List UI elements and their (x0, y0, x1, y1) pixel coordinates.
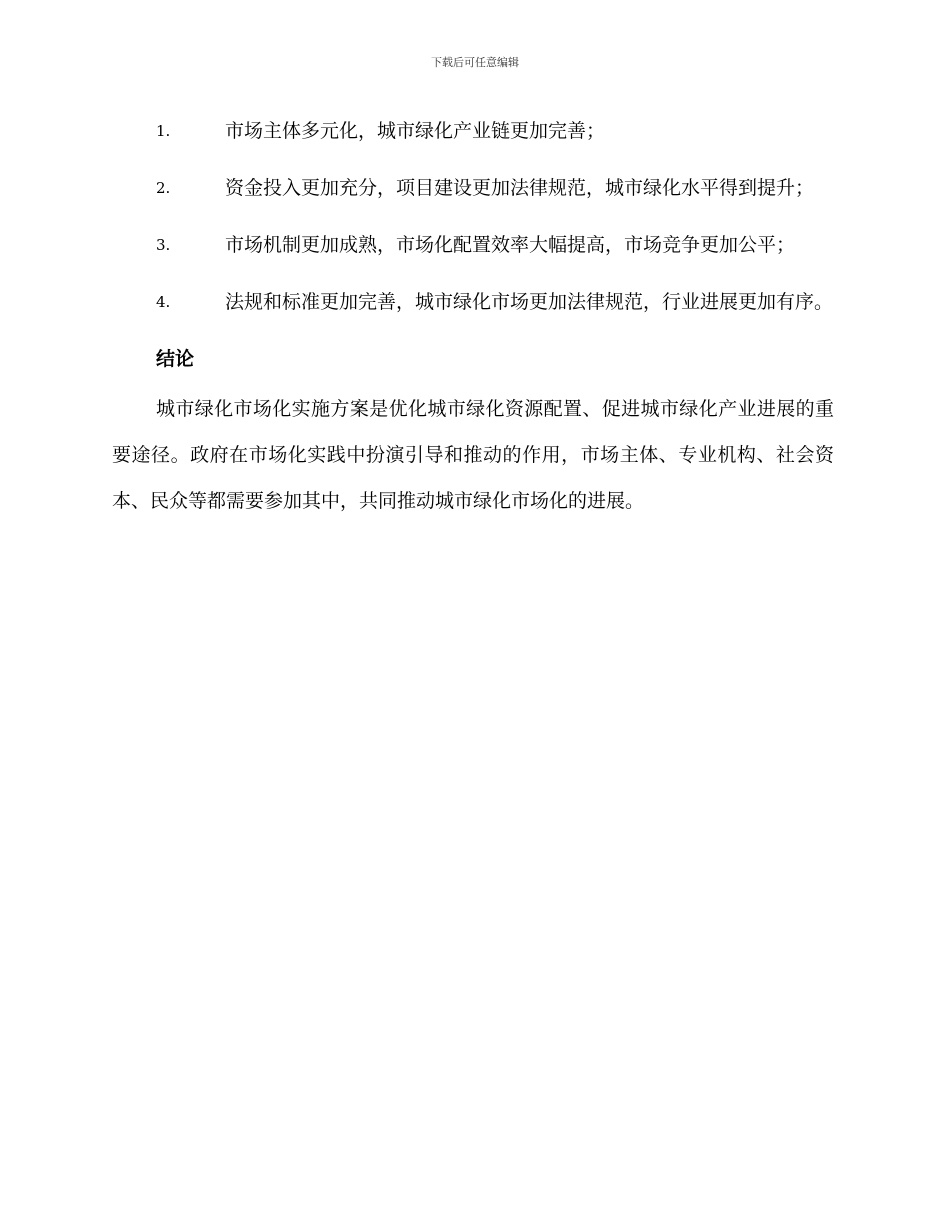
list-item (112, 222, 834, 268)
list-item-number: 1. (156, 122, 171, 140)
conclusion-paragraph: 城市绿化市场化实施方案是优化城市绿化资源配置、促进城市绿化产业进展的重要途径。政府在市场化实践中扮演引导和推动的作用，市场主体、专业机构、社会资本、民众等都需要参加其中，共同推动城市绿化市场化的进展。 (112, 398, 834, 512)
section-heading-conclusion: 结论 (156, 348, 195, 370)
document-body (112, 108, 834, 524)
list-item (112, 279, 834, 325)
list-item-number: 2. (156, 179, 171, 197)
list-item-text: 市场机制更加成熟，市场化配置效率大幅提高，市场竞争更加公平； (225, 234, 796, 256)
list-item (112, 165, 834, 211)
list-item-text: 市场主体多元化，城市绿化产业链更加完善； (225, 120, 606, 142)
list-item-text: 资金投入更加充分，项目建设更加法律规范，城市绿化水平得到提升； (225, 177, 815, 199)
list-item-text: 法规和标准更加完善，城市绿化市场更加法律规范，行业进展更加有序。 (225, 291, 834, 313)
list-item-number: 4. (156, 293, 171, 311)
list-item (112, 108, 834, 154)
list-item-number: 3. (156, 236, 171, 254)
page-header: 下载后可任意编辑 (431, 56, 519, 69)
